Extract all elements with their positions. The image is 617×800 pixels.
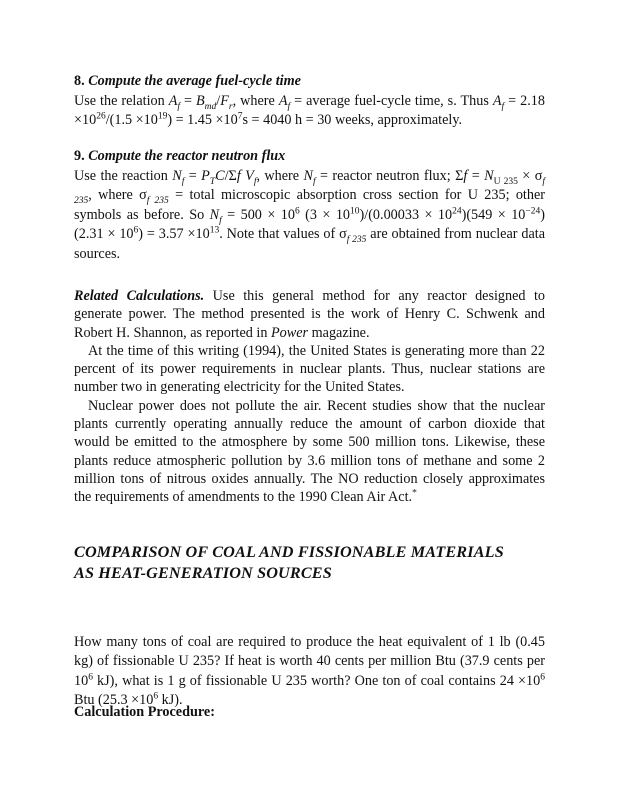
problem-statement: [74, 633, 545, 710]
related-paragraph-2: At the time of this writing (1994), the United States is generating more than 22 percent of its power requirements in nuclear plants. Thus, nuclear stations are number two in generating electricity for the United States.: [74, 342, 545, 396]
related-calculations: [74, 287, 545, 507]
related-paragraph-3: Nuclear power does not pollute the air. Recent studies show that the nuclear plants currently operating annually reduce the amount of carbon dioxide that would be emitted to the atmosphere by some 500 million tons. Likewise, these plants reduce atmospheric pollution by 3.6 million tons of methane and some 2 million tons of nitrous oxides annually. The NO reduction closely approximates the requirements of amendments to the 1990 Clean Air Act.*: [74, 397, 545, 506]
footnote-mark: *: [412, 488, 417, 499]
section-title-line-1: COMPARISON OF COAL AND FISSIONABLE MATERIALS: [74, 543, 504, 561]
step-number: 8.: [74, 73, 85, 89]
step-title: Compute the average fuel-cycle time: [88, 73, 301, 89]
section-title-line-2: AS HEAT-GENERATION SOURCES: [74, 563, 332, 582]
related-label: Related Calculations.: [74, 288, 205, 304]
related-paragraph-1: Related Calculations. Use this general method for any reactor designed to generate power. The method presented is the work of Henry C. Schwenk and Robert H. Shannon, as reported in Power magazine.: [74, 288, 545, 341]
step-8-heading: [74, 72, 545, 92]
calculation-procedure-heading: Calculation Procedure:: [74, 704, 215, 720]
step-8: [74, 72, 545, 131]
step-title: Compute the reactor neutron flux: [88, 148, 286, 164]
step-9-heading: [74, 147, 545, 167]
problem-paragraph: How many tons of coal are required to produce the heat equivalent of 1 lb (0.45 kg) of fissionable U 235? If heat is worth 40 cents per million Btu (37.9 cents per $10^6$ kJ), what is 1 g of fissionable U 235 worth? One ton of coal contains $24 \times 10^6$ Btu ($25.3 \times 10^6$ kJ).: [74, 634, 545, 708]
step-9: [74, 147, 545, 264]
step-number: 9.: [74, 148, 85, 164]
step-9-body: Use the reaction $N_f = P_TC/\Sigma f$ $V_f$, where $N_f$ = reactor neutron flux; $\Sigma f = N_{U 235} \times \sigma_{f 235}$, where $\sigma_{f 235}$ = total microscopic absorption cross section for U 235; other symbols as before. So $N_f = 500 \times 10^6$ $(3 \times 10^{10})/(0.00033 \times 10^{24})(549 \times 10^{-24})(2.31 \times 10^6) = 3.57 \times 10^{13}$. Note that values of $\sigma_{f 235}$ are obtained from nuclear data sources.: [74, 167, 545, 262]
step-8-body: Use the relation $A_f = B_{md}/F_r$, where $A_f$ = average fuel-cycle time, s. Thus $A_f = 2.18 \times 10^{26}/(1.5 \times 10^{19}) = 1.45 \times 10^7s = 4040$ h = 30 weeks, approximately.: [74, 92, 545, 128]
section-title: [74, 542, 554, 583]
